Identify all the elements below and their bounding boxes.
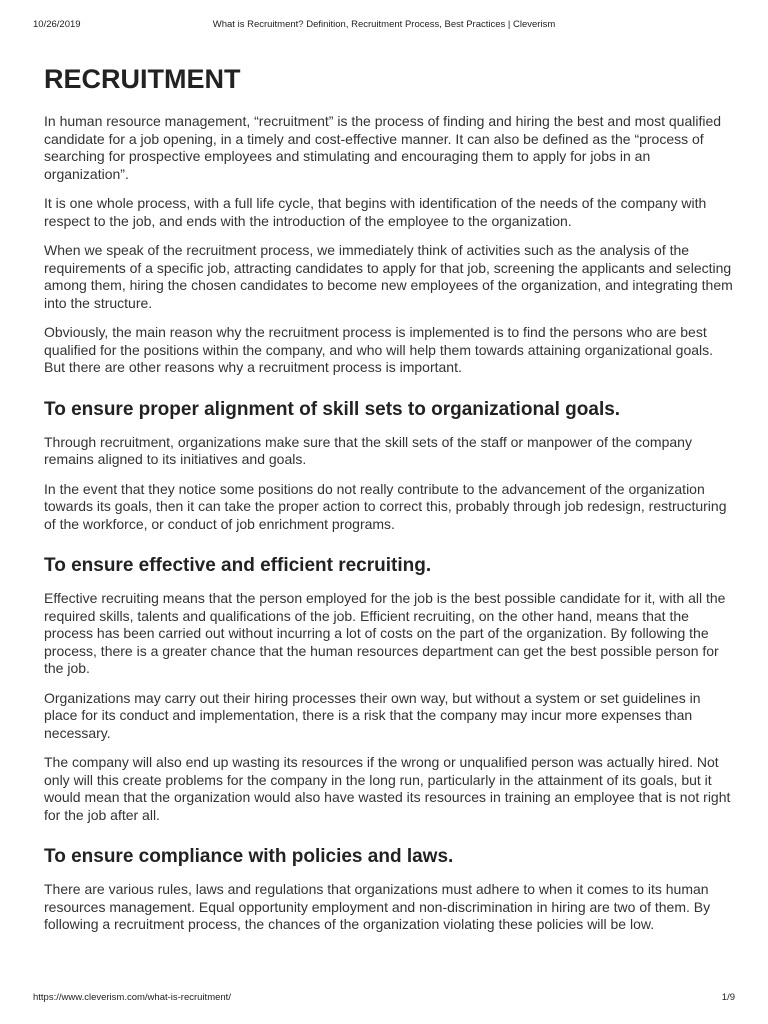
intro-paragraph: In human resource management, “recruitment” is the process of finding and hiring the best and most qualified candidate for a job opening, in a timely and cost-effective manner. It can also be defined as the “process of searching for prospective employees and stimulating and encouraging them to apply for jobs in an organization”. [44,113,722,182]
print-date: 10/26/2019 [33,19,81,30]
section-paragraph: The company will also end up wasting its resources if the wrong or unqualified person was actually hired. Not only will this create problems for the company in the long run, particularly in the attainment of its goals, but it would mean that the organization would also have wasted its resources in training an employee that is not right for the job after all. [44,754,731,823]
print-header [33,19,735,33]
print-url[interactable]: https://www.cleverism.com/what-is-recruitment/ [33,992,231,1003]
intro-paragraph: Obviously, the main reason why the recruitment process is implemented is to find the persons who are best qualified for the positions within the company, and who will help them towards attaining organizational goals. But there are other reasons why a recruitment process is important. [44,324,714,375]
article [44,62,734,946]
section-heading-effective-recruiting: To ensure effective and efficient recruiting. [44,555,432,576]
page-number: 1/9 [721,992,735,1003]
intro-paragraph: When we speak of the recruitment process, we immediately think of activities such as the analysis of the requirements of a specific job, attracting candidates to apply for that job, screening the applicants and selecting among them, hiring the chosen candidates to become new employees of the organization, and integrating them into the structure. [44,242,733,311]
section-heading-skill-alignment: To ensure proper alignment of skill sets to organizational goals. [44,398,621,420]
section-paragraph: Through recruitment, organizations make sure that the skill sets of the staff or manpower of the company remains aligned to its initiatives and goals. [44,433,692,467]
intro-paragraph: It is one whole process, with a full life cycle, that begins with identification of the needs of the company with respect to the job, and ends with the introduction of the employee to the organization. [44,195,707,229]
section-paragraph: In the event that they notice some positions do not really contribute to the advancement of the organization towards its goals, then it can take the proper action to correct this, probably through job redesign, restructuring of the workforce, or conduct of job enrichment programs. [44,480,727,532]
section-paragraph: Effective recruiting means that the person employed for the job is the best possible candidate for it, with all the required skills, talents and qualifications of the job. Efficient recruiting, on the other hand, means that the process has been carried out without incurring a lot of costs on the part of the organization. By following the process, there is a greater chance that the human resources department can get the best possible person for the job. [44,590,726,676]
section-paragraph: There are various rules, laws and regulations that organizations must adhere to when it comes to its human resources management. Equal opportunity employment and non-discrimination in hiring are two of them. By following a recruitment process, the chances of the organization violating these policies will be low. [44,881,711,932]
section-heading-compliance: To ensure compliance with policies and laws. [44,846,454,867]
print-footer [33,992,735,1006]
print-page-title: What is Recruitment? Definition, Recruitment Process, Best Practices | Cleverism [212,19,556,30]
article-title: RECRUITMENT [44,64,241,94]
section-paragraph: Organizations may carry out their hiring processes their own way, but without a system or set guidelines in place for its conduct and implementation, there is a risk that the company may incur more expenses than necessary. [44,689,701,741]
